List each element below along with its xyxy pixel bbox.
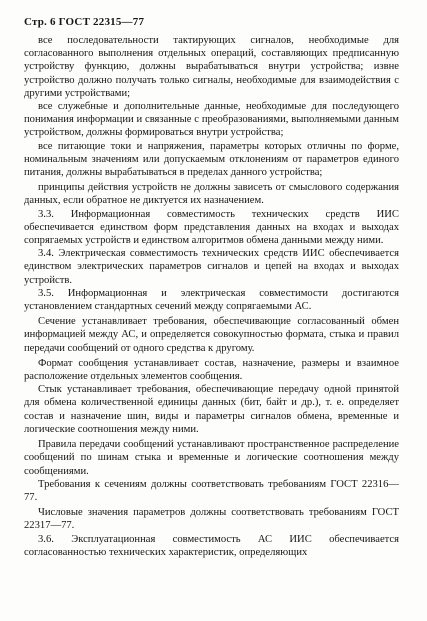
- page-body: [24, 34, 399, 559]
- page-header: Стр. 6 ГОСТ 22315—77: [24, 16, 145, 28]
- paragraph: Сечение устанавливает требования, обеспечивающие согласованный обмен информацией между АС, и определяется совокупностью формата, стыка и правил передачи сообщений от одного средства к другому.: [24, 316, 399, 354]
- paragraph: 3.6. Эксплуатационная совместимость АС ИИС обеспечивается согласованностью технических характеристик, определяющих: [24, 533, 399, 558]
- paragraph: 3.4. Электрическая совместимость технических средств ИИС обеспечивается единством электрических параметров сигналов и цепей на входах и выходах устройств.: [24, 248, 399, 286]
- paragraph: Числовые значения параметров должны соответствовать требованиям ГОСТ 22317—77.: [24, 507, 399, 532]
- paragraph: 3.5. Информационная и электрическая совместимости достигаются установлением стандартных сечений между сопрягаемыми АС.: [24, 287, 399, 313]
- paragraph: Правила передачи сообщений устанавливают пространственное распределение сообщений по шинам стыка и временные и логические соотношения между сообщениями.: [24, 439, 399, 477]
- paragraph: все последовательности тактирующих сигналов, необходимые для согласованного выполнения отдельных операций, составляющих предписанную устройству функцию, должны вырабатываться внутри устройства; извне устройство должно получать только сигналы, необходимые для взаимодействия с другими устройствами;: [24, 35, 399, 99]
- paragraph: 3.3. Информационная совместимость технических средств ИИС обеспечивается единством форм представления данных на входах и выходах сопрягаемых устройств и единством алгоритмов обмена данными между ними.: [24, 208, 399, 247]
- paragraph: Формат сообщения устанавливает состав, назначение, размеры и взаимное расположение отдельных элементов сообщения.: [24, 357, 399, 383]
- paragraph: Стык устанавливает требования, обеспечивающие передачу одной принятой для обмена количественной единицы данных (бит, байт и др.), т. е. определяет состав и назначение шин, виды и параметры сигналов обмена, временные и логические соотношения между ними.: [24, 384, 399, 435]
- paragraph: Требования к сечениям должны соответствовать требованиям ГОСТ 22316—77.: [24, 478, 399, 503]
- paragraph: все питающие токи и напряжения, параметры которых отличны по форме, номинальным значениям или допускаемым отклонениям от параметров единого питания, должны вырабатываться в пределах данного устройства;: [24, 140, 399, 179]
- paragraph: все служебные и дополнительные данные, необходимые для последующего понимания информации и связанные с преобразованиями, выполняемыми данным устройством, должны формироваться внутри устройства;: [24, 101, 399, 139]
- paragraph: принципы действия устройств не должны зависеть от смыслового содержания данных, если обратное не диктуется их назначением.: [24, 182, 399, 207]
